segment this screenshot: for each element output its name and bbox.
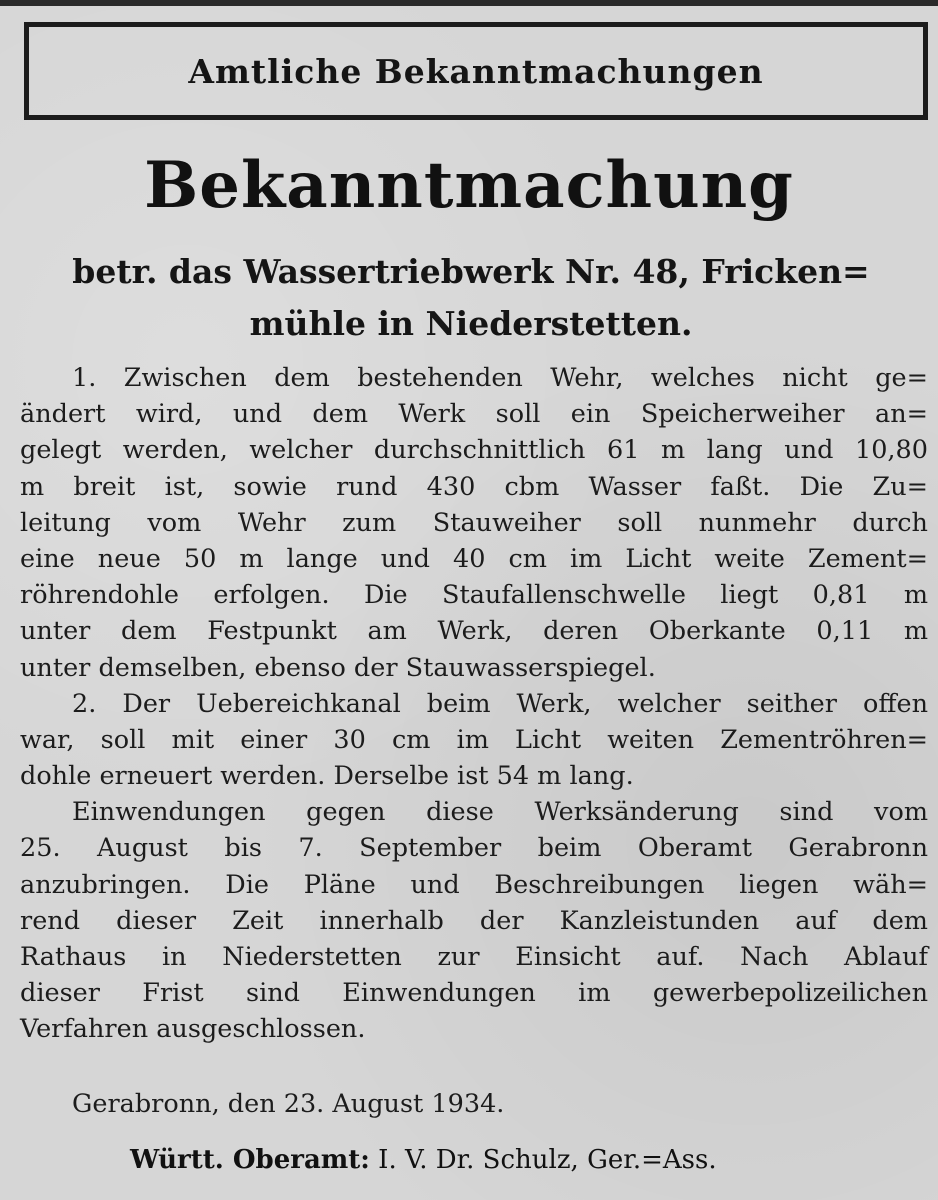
body-line: dohle erneuert werden. Derselbe ist 54 m lang.	[20, 761, 634, 792]
body-line: anzubringen. Die Pläne und Beschreibungen liegen wäh=	[20, 869, 928, 900]
body-line: Verfahren ausgeschlossen.	[20, 1014, 366, 1045]
body-line: 2. Der Uebereichkanal beim Werk, welcher seither offen	[72, 688, 928, 719]
section-header: Amtliche Bekanntmachungen	[188, 51, 764, 91]
announcement-subtitle	[16, 246, 926, 350]
top-rule	[0, 0, 938, 6]
body-line: war, soll mit einer 30 cm im Licht weiten Zementröhren=	[20, 724, 928, 755]
section-header-box	[24, 22, 928, 120]
date-line: Gerabronn, den 23. August 1934.	[72, 1089, 505, 1119]
body-line: m breit ist, sowie rund 430 cbm Wasser faßt. Die Zu=	[20, 471, 928, 502]
body-line: ändert wird, und dem Werk soll ein Speicherweiher an=	[20, 399, 928, 430]
body-line: unter demselben, ebenso der Stauwasserspiegel.	[20, 652, 656, 683]
subtitle-line-2: mühle in Niederstetten.	[249, 304, 693, 343]
subtitle-line-1: betr. das Wassertriebwerk Nr. 48, Fricken=	[72, 252, 870, 291]
body-line: unter dem Festpunkt am Werk, deren Oberkante 0,11 m	[20, 616, 928, 647]
body-line: rend dieser Zeit innerhalb der Kanzleistunden auf dem	[20, 905, 928, 936]
signature-authority: Württ. Oberamt:	[130, 1145, 370, 1175]
body-line: leitung vom Wehr zum Stauweiher soll nunmehr durch	[20, 507, 928, 538]
body-line: Einwendungen gegen diese Werksänderung sind vom	[72, 797, 928, 828]
announcement-body	[20, 360, 928, 1048]
body-line: eine neue 50 m lange und 40 cm im Licht weite Zement=	[20, 543, 928, 574]
announcement-title: Bekanntmachung	[144, 148, 794, 223]
body-line: 25. August bis 7. September beim Oberamt Gerabronn	[20, 833, 928, 864]
body-line: röhrendohle erfolgen. Die Staufallenschwelle liegt 0,81 m	[20, 580, 928, 611]
signature-line	[130, 1140, 930, 1180]
body-line: Rathaus in Niederstetten zur Einsicht auf. Nach Ablauf	[20, 942, 928, 972]
body-line: 1. Zwischen dem bestehenden Wehr, welches nicht ge=	[72, 363, 928, 393]
body-line: gelegt werden, welcher durchschnittlich 61 m lang und 10,80	[20, 435, 928, 466]
signature-signer: I. V. Dr. Schulz, Ger.=Ass.	[378, 1145, 717, 1175]
body-line: dieser Frist sind Einwendungen im gewerbepolizeilichen	[20, 978, 928, 1009]
